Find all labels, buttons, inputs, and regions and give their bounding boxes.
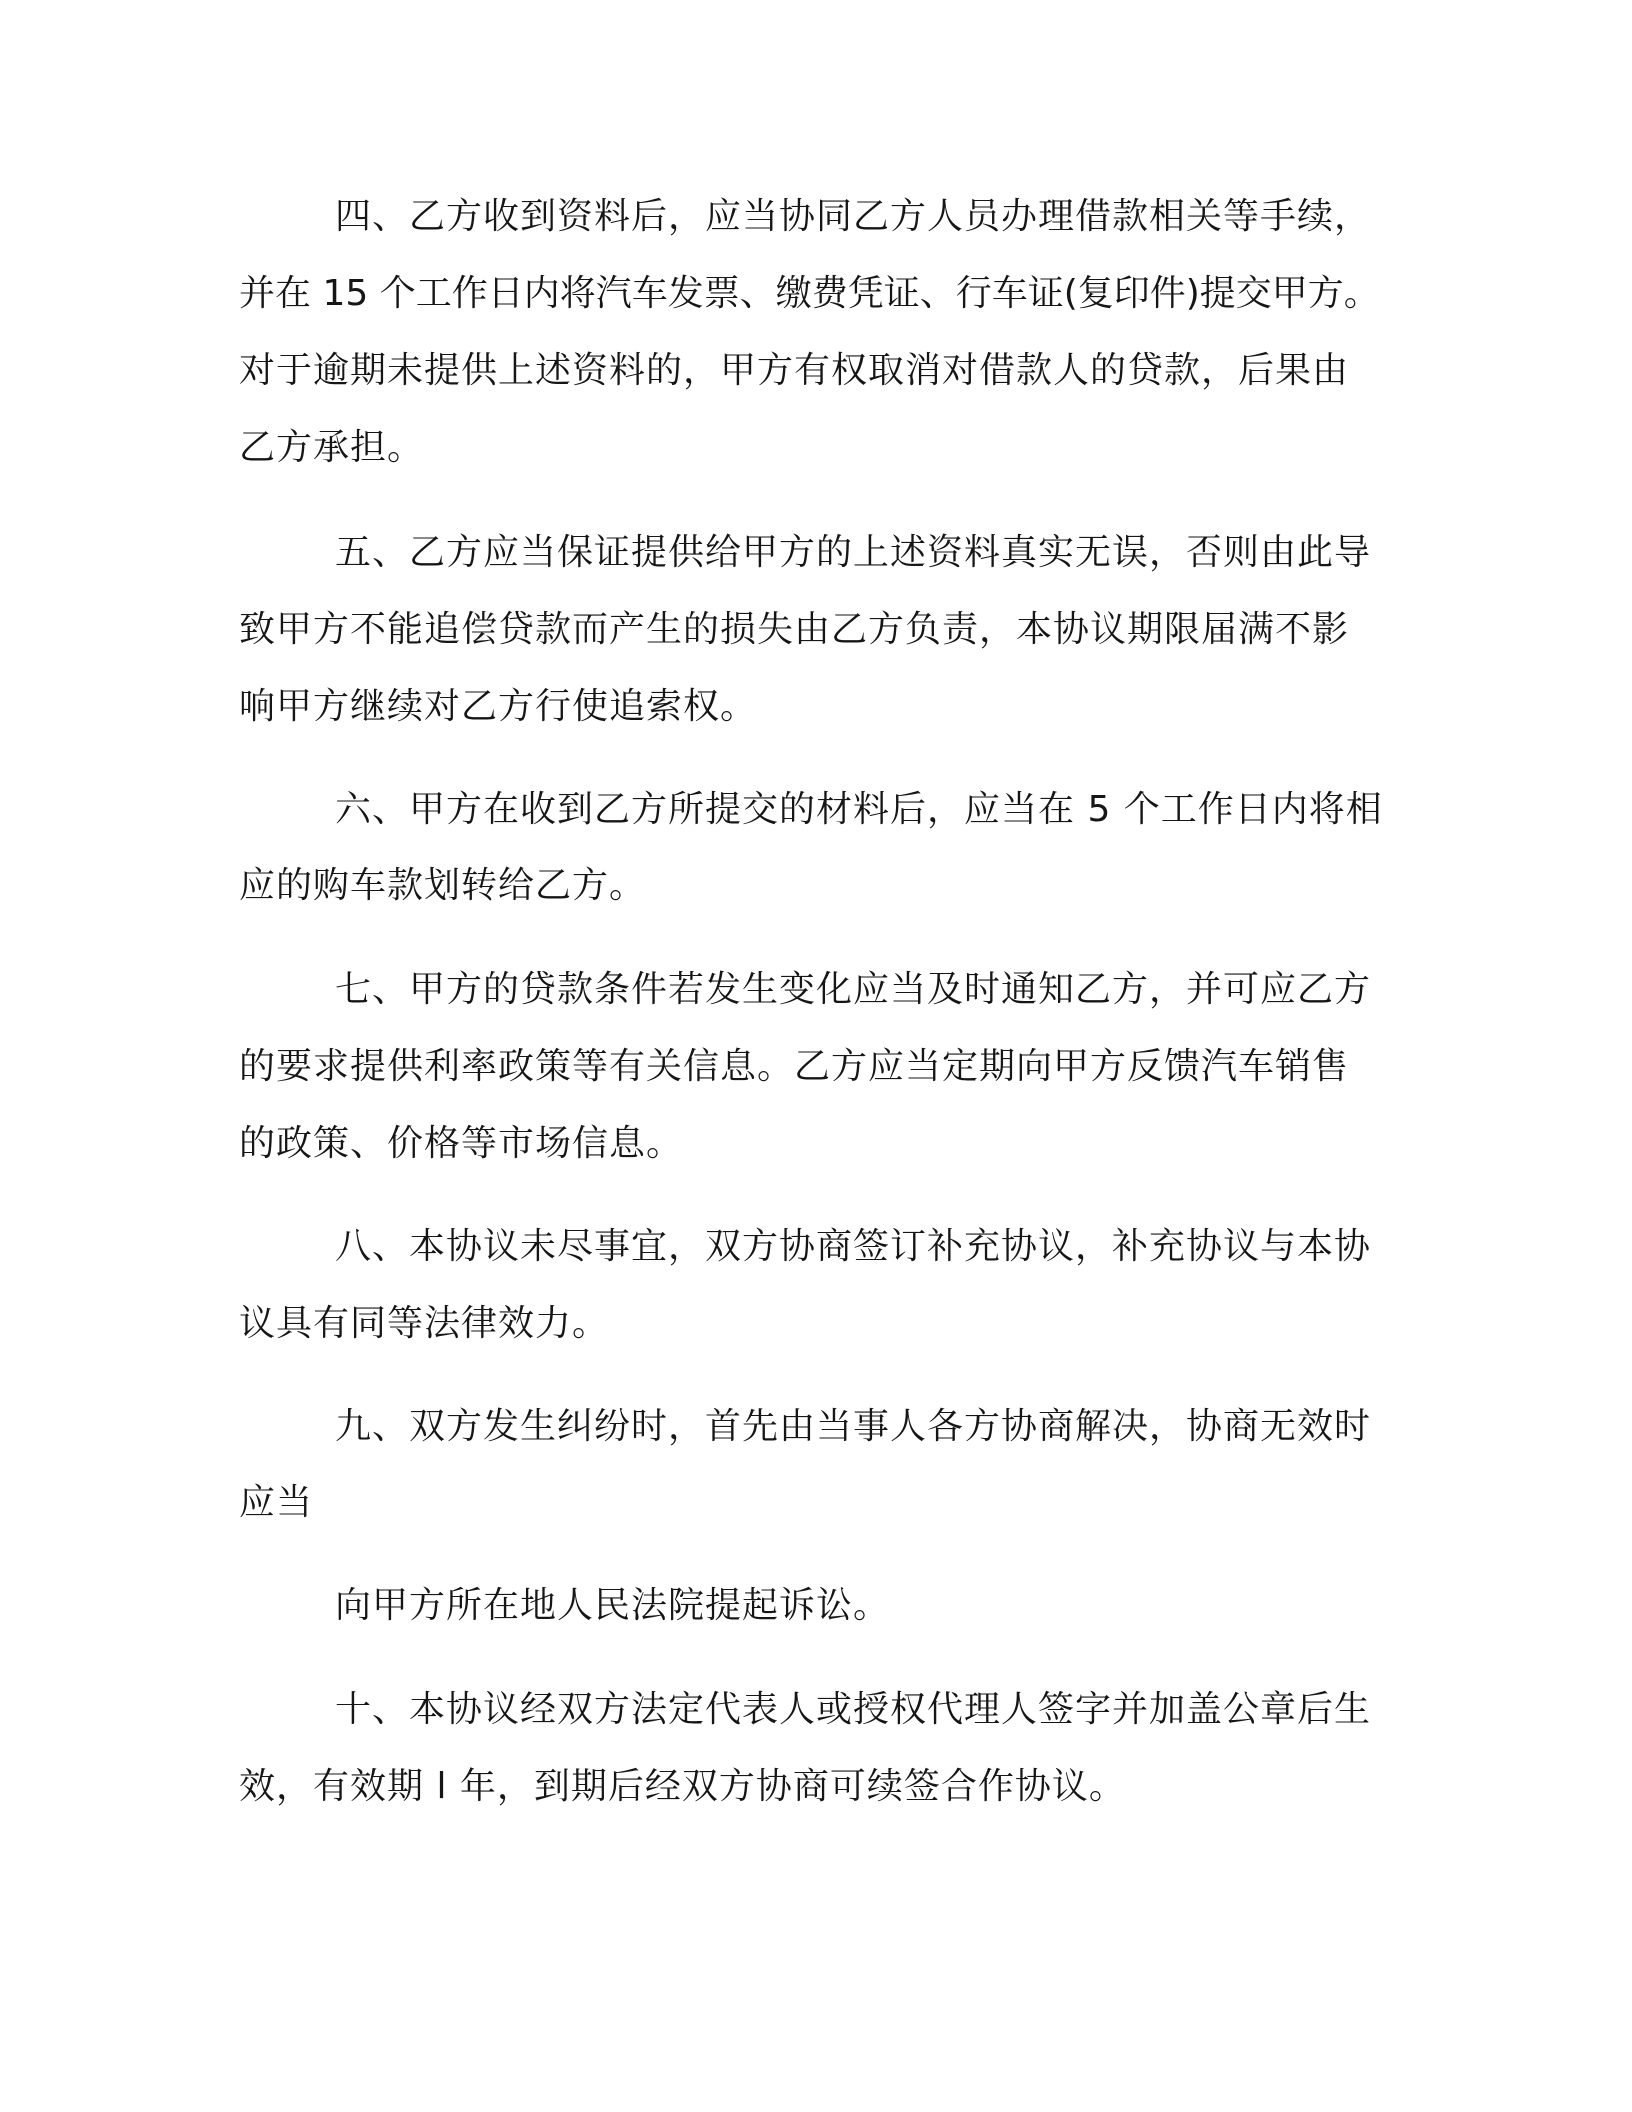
clause-10-line-2: 效，有效期 l 年，到期后经双方协商可续签合作协议。: [239, 1766, 1126, 1807]
clause-6-line-2: 应的购车款划转给乙方。: [239, 865, 647, 906]
clause-4-line-1: 四、乙方收到资料后，应当协同乙方人员办理借款相关等手续，: [335, 196, 1372, 237]
clause-9-line-1: 九、双方发生纠纷时，首先由当事人各方协商解决，协商无效时: [335, 1406, 1372, 1447]
clause-9-line-2: 应当: [239, 1482, 314, 1523]
clause-4-line-2: 并在 15 个工作日内将汽车发票、缴费凭证、行车证(复印件)提交甲方。: [239, 273, 1380, 314]
clause-10-line-1: 十、本协议经双方法定代表人或授权代理人签字并加盖公章后生: [335, 1689, 1372, 1730]
clause-9-continued-line-1: 向甲方所在地人民法院提起诉讼。: [335, 1585, 891, 1626]
clause-4-line-3: 对于逾期未提供上述资料的，甲方有权取消对借款人的贷款，后果由: [239, 350, 1350, 391]
clause-6-line-1: 六、甲方在收到乙方所提交的材料后，应当在 5 个工作日内将相: [335, 789, 1383, 830]
clause-8-line-2: 议具有同等法律效力。: [239, 1303, 610, 1344]
clause-7-line-1: 七、甲方的贷款条件若发生变化应当及时通知乙方，并可应乙方: [335, 969, 1372, 1010]
clause-5-line-1: 五、乙方应当保证提供给甲方的上述资料真实无误，否则由此导: [335, 532, 1372, 573]
clause-5-line-3: 响甲方继续对乙方行使追索权。: [239, 686, 758, 727]
clause-7-line-2: 的要求提供利率政策等有关信息。乙方应当定期向甲方反馈汽车销售: [239, 1046, 1350, 1087]
clause-5-line-2: 致甲方不能追偿贷款而产生的损失由乙方负责，本协议期限届满不影: [239, 609, 1350, 650]
clause-7-line-3: 的政策、价格等市场信息。: [239, 1123, 684, 1164]
clause-4-line-4: 乙方承担。: [239, 427, 425, 468]
clause-8-line-1: 八、本协议未尽事宜，双方协商签订补充协议，补充协议与本协: [335, 1226, 1372, 1267]
